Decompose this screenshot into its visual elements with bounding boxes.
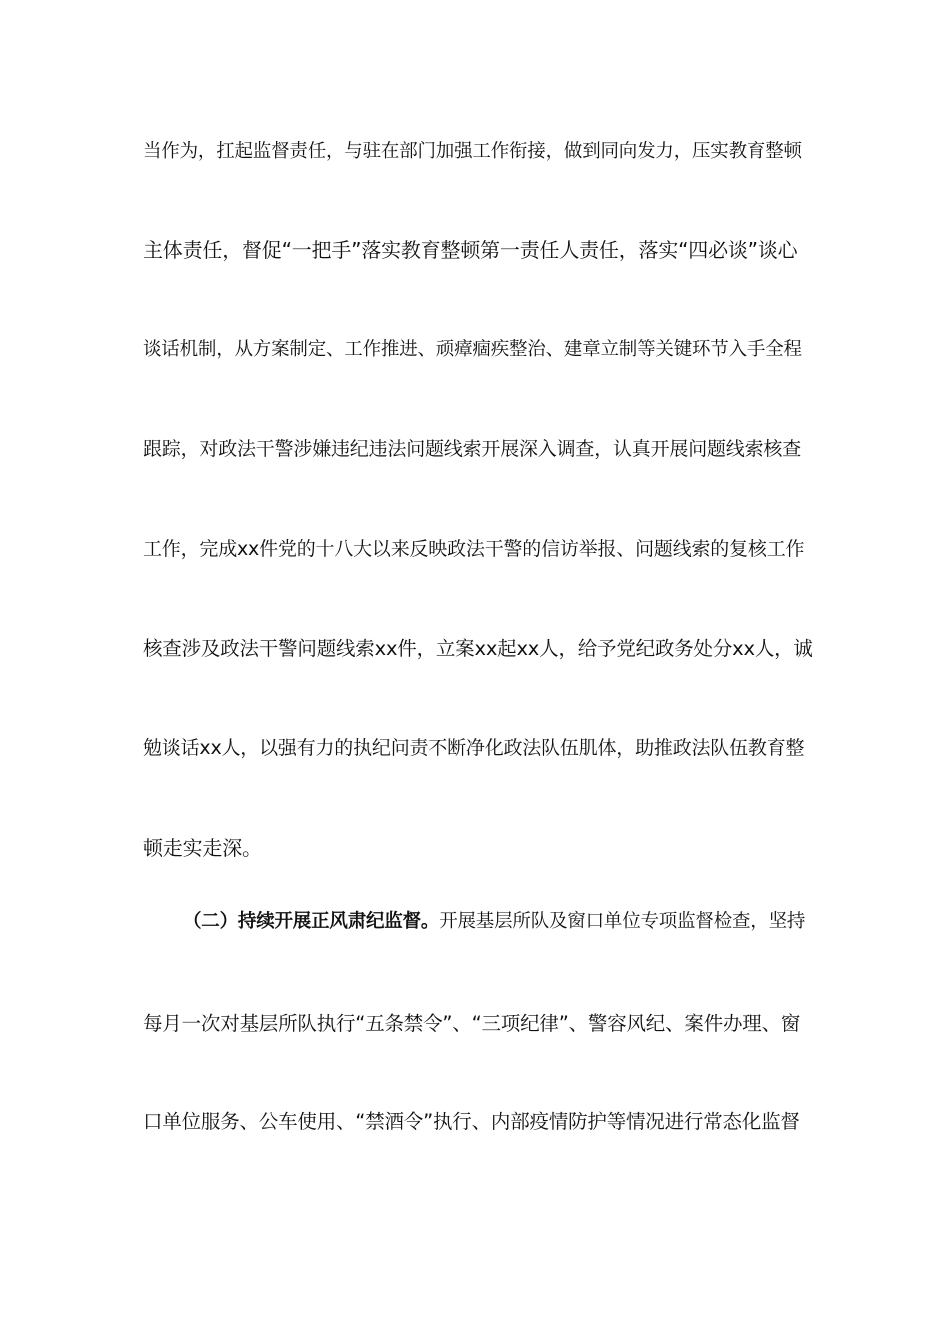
paragraph-line-6: 核查涉及政法干警问题线索xx件，立案xx起xx人，给予党纪政务处分xx人，诚: [143, 637, 813, 660]
section-first-line: [183, 908, 813, 936]
paragraph-line-3: 谈话机制，从方案制定、工作推进、顽瘴痼疾整治、建章立制等关键环节入手全程: [143, 339, 802, 360]
paragraph-line-1: 当作为，扛起监督责任，与驻在部门加强工作衔接，做到同向发力，压实教育整顿: [143, 141, 802, 162]
paragraph-line-5: 工作，完成xx件党的十八大以来反映政法干警的信访举报、问题线索的复核工作: [143, 538, 805, 560]
paragraph-line-4: 跟踪，对政法干警涉嫌违纪违法问题线索开展深入调查，认真开展问题线索核查: [143, 438, 802, 460]
section-first-line-text: 开展基层所队及窗口单位专项监督检查，坚持: [439, 911, 806, 932]
paragraph-line-8: 顿走实走深。: [143, 836, 262, 860]
section-heading: （二）持续开展正风肃纪监督。: [183, 911, 440, 932]
paragraph-line-7: 勉谈话xx人，以强有力的执纪问责不断净化政法队伍肌体，助推政法队伍教育整: [143, 737, 805, 759]
section-line-3: 口单位服务、公车使用、“禁酒令”执行、内部疫情防护等情况进行常态化监督: [143, 1110, 800, 1133]
section-line-2: 每月一次对基层所队执行“五条禁令”、“三项纪律”、警容风纪、案件办理、窗: [143, 1012, 801, 1035]
paragraph-line-2: 主体责任，督促“一把手”落实教育整顿第一责任人责任，落实“四必谈”谈心: [143, 238, 798, 262]
